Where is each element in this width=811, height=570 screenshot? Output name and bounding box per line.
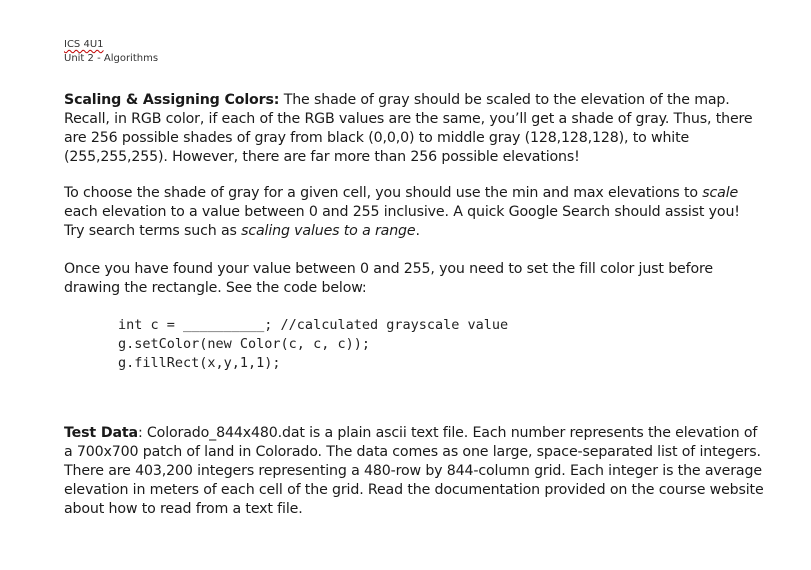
code-line-3: g.fillRect(x,y,1,1); — [118, 355, 281, 371]
course-code: ICS 4U1 — [64, 39, 104, 50]
scaling-heading: Scaling & Assigning Colors: — [64, 92, 280, 108]
test-data-paragraph — [64, 424, 764, 519]
code-line-2: g.setColor(new Color(c, c, c)); — [118, 336, 370, 352]
choose-text-3: . — [415, 223, 420, 239]
choose-italic-scale: scale — [702, 185, 739, 201]
test-data-text: : Colorado_844x480.dat is a plain ascii text file. Each number represents the elevation of a 700x700 patch of land in Colorado. The data comes as one large, space-separated list of integers. There are 403,200 integers representing a 480-row by 844-column grid. Each integer is the average elevation in meters of each cell of the grid. Read the documentation provided on the course website about how to read from a text file. — [64, 425, 764, 517]
choose-text-2: each elevation to a value between 0 and 255 inclusive. A quick Google Search should assist you! Try search terms such as — [64, 204, 740, 239]
scaling-paragraph — [64, 91, 764, 167]
code-block — [118, 316, 508, 373]
once-paragraph: Once you have found your value between 0 and 255, you need to set the fill color just before drawing the rectangle. See the code below: — [64, 261, 713, 296]
choose-italic-search-terms: scaling values to a range — [241, 223, 416, 239]
scaling-text: The shade of gray should be scaled to the elevation of the map. Recall, in RGB color, if each of the RGB values are the same, you’ll get a shade of gray. Thus, there are 256 possible shades of gray from black (0,0,0) to middle gray (128,128,128), to white (255,255,255). However, there are far more than 256 possible elevations! — [64, 92, 753, 165]
choose-paragraph — [64, 184, 764, 241]
code-line-1: int c = __________; //calculated grayscale value — [118, 317, 509, 333]
test-data-heading: Test Data — [64, 425, 138, 441]
choose-text-1: To choose the shade of gray for a given cell, you should use the min and max elevations to — [64, 185, 703, 201]
unit-title: Unit 2 - Algorithms — [64, 53, 159, 64]
document-header — [64, 38, 158, 66]
